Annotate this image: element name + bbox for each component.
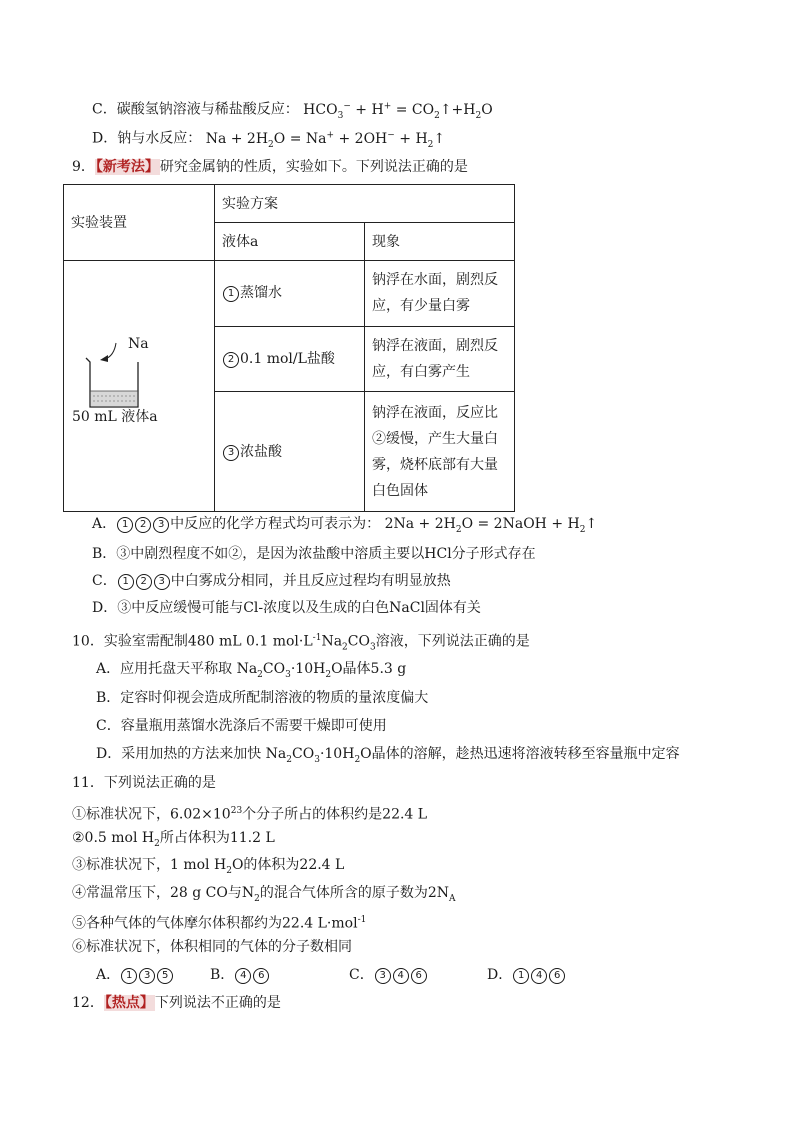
q10-stem-prefix: 10．实验室需配制480 mL 0.1 mol·L (72, 633, 313, 650)
q8-option-d (92, 125, 445, 154)
liquid-cell-1 (215, 261, 365, 327)
liquid-1: 蒸馏水 (240, 285, 282, 302)
q11-s3-a: ③标准状况下，1 mol H (72, 857, 227, 873)
beaker-icon (64, 261, 214, 511)
q11-s4-b: 的混合气体所含的原子数为2N (259, 885, 450, 901)
circled-number: 4 (235, 968, 251, 984)
q12-stem (72, 993, 281, 1013)
choice-a-label: A． (96, 967, 121, 983)
phenomenon-2-line-1: 钠浮在液面，剧烈反 (372, 337, 498, 354)
liquid-cell-3 (215, 392, 365, 512)
q11-s5-a: ⑤各种气体的气体摩尔体积都约为22.4 L·mol (72, 915, 358, 932)
q10-option-a-prefix: A．应用托盘天平称取 (96, 661, 233, 677)
circled-3: 3 (223, 445, 239, 461)
q9-option-a (92, 514, 597, 540)
q11-choice-b (210, 965, 270, 985)
q9-option-d: D．③中反应缓慢可能与Cl-浓度以及生成的白色NaCl固体有关 (92, 600, 481, 616)
q9-option-c-text: 中白雾成分相同，并且反应过程均有明显放热 (170, 573, 451, 589)
q12-tag: 【热点】 (104, 995, 154, 1011)
choice-b-label: B． (210, 967, 235, 983)
circled-1: 1 (118, 574, 134, 590)
q11-statement-6: ⑥标准状况下，体积相同的气体的分子数相同 (72, 939, 352, 955)
circled-3: 3 (153, 517, 169, 533)
phenomenon-3-line-1: 钠浮在液面，反应比 (372, 404, 498, 421)
q8-option-d-equation: $Na + 2H_2O = Na^+ + 2OH^-$ + $H_2↑$ (205, 130, 446, 150)
circled-number: 6 (549, 968, 565, 984)
circled-1: 1 (117, 517, 133, 533)
q11-choice-d (487, 965, 566, 985)
q9-stem-text: 研究金属钠的性质，实验如下。下列说法正确的是 (159, 159, 468, 175)
circled-number: 3 (139, 968, 155, 984)
q11-statement-4: ④常温常压下，28 g CO与$N_2$的混合气体所含的原子数为$2N_A$ (72, 885, 456, 904)
apparatus-cell (64, 261, 215, 512)
q11-s1-a: ①标准状况下，6.02×10 (72, 806, 231, 823)
q11-s3-b: O的体积为22.4 L (231, 857, 345, 873)
q12-number: 12． (72, 995, 104, 1011)
phenomenon-1-line-2: 应，有少量白雾 (372, 298, 470, 315)
q12-stem-text: 下列说法不正确的是 (154, 995, 281, 1011)
phenomenon-cell-1 (365, 261, 515, 327)
q9-option-c (92, 571, 451, 591)
q10-stem-suffix: 溶液，下列说法正确的是 (375, 633, 530, 650)
phenomenon-3-line-2: ②缓慢，产生大量白 (372, 430, 498, 447)
q9-option-c-prefix: C． (92, 573, 117, 589)
liquid-3: 浓盐酸 (240, 443, 282, 460)
liquid-cell-2 (215, 326, 365, 392)
q8-option-d-label: D．钠与水反应： (92, 130, 202, 147)
experiment-table (63, 184, 515, 512)
q11-choice-a (96, 965, 174, 985)
phenomenon-3-line-4: 白色固体 (372, 482, 428, 499)
circled-2: 2 (223, 352, 239, 368)
q9-stem (72, 157, 468, 177)
circled-number: 6 (411, 968, 427, 984)
circled-number: 1 (121, 968, 137, 984)
phenomenon-cell-2 (365, 326, 515, 392)
q8-option-c-label: C．碳酸氢钠溶液与稀盐酸反应： (92, 101, 299, 118)
choice-c-label: C． (349, 967, 374, 983)
q11-choice-c (349, 965, 428, 985)
apparatus-header: 实验装置 (64, 185, 215, 261)
choice-d-label: D． (487, 967, 513, 983)
q9-number: 9． (72, 159, 95, 175)
q8-option-c (92, 96, 493, 125)
q9-option-b: B．③中剧烈程度不如②，是因为浓盐酸中溶质主要以HCl分子形式存在 (92, 546, 536, 562)
phenomenon-3-line-3: 雾，烧杯底部有大量 (372, 456, 498, 473)
q9-option-a-prefix: A． (92, 516, 117, 532)
q11-s2-b: 所占体积为11.2 L (159, 830, 275, 846)
circled-number: 1 (513, 968, 529, 984)
phenomenon-2-line-2: 应，有白雾产生 (372, 363, 470, 380)
circled-1: 1 (223, 286, 239, 302)
na-label: Na (128, 336, 149, 352)
q10-option-a-suffix: 晶体5.3 g (342, 661, 407, 677)
q10-option-d-suffix: 晶体的溶解，趁热迅速将溶液转移至容量瓶中定容 (371, 746, 680, 762)
q10-option-d-prefix: D．采用加热的方法来加快 (96, 746, 262, 762)
q10-option-b: B．定容时仰视会造成所配制溶液的物质的量浓度偏大 (96, 690, 429, 706)
circled-number: 5 (157, 968, 173, 984)
circled-2: 2 (136, 574, 152, 590)
q10-option-c: C．容量瓶用蒸馏水洗涤后不需要干燥即可使用 (96, 718, 387, 734)
circled-number: 3 (375, 968, 391, 984)
circled-number: 4 (531, 968, 547, 984)
circled-2: 2 (135, 517, 151, 533)
circled-number: 4 (393, 968, 409, 984)
circled-number: 6 (253, 968, 269, 984)
q11-stem: 11．下列说法正确的是 (72, 775, 216, 791)
q9-option-a-equation: $2Na + 2H_2O$ = 2NaOH + $H_2↑$ (384, 516, 598, 535)
phenomenon-header: 现象 (365, 223, 515, 261)
q9-option-a-text: 中反应的化学方程式均可表示为： (170, 516, 381, 532)
circled-3: 3 (154, 574, 170, 590)
q11-statement-3: ③标准状况下，1 mol $H_2O$的体积为22.4 L (72, 857, 345, 876)
phenomenon-cell-3 (365, 392, 515, 512)
q9-tag: 【新考法】 (95, 159, 159, 175)
liquid-header: 液体a (215, 223, 365, 261)
q10-option-a: A．应用托盘天平称取 $Na_2CO_3\cdot 10H_2O$晶体5.3 g (96, 661, 407, 680)
q11-statement-5: ⑤各种气体的气体摩尔体积都约为22.4 L·mol$^{-1}$ (72, 915, 367, 932)
q11-statement-2: ②0.5 mol $H_2$所占体积为11.2 L (72, 830, 275, 849)
q10-stem: 10．实验室需配制480 mL 0.1 $mol\cdot L^{-1}Na_2CO_3$溶液，下列说法正确的是 (72, 633, 530, 653)
plan-header: 实验方案 (215, 185, 515, 223)
phenomenon-1-line-1: 钠浮在水面，剧烈反 (372, 272, 498, 289)
q11-s1-b: 个分子所占的体积约是22.4 L (242, 806, 428, 823)
beaker-diagram (64, 261, 214, 511)
q11-s4-a: ④常温常压下，28 g CO与N (72, 885, 255, 901)
beaker-volume-label: 50 mL 液体a (72, 409, 158, 425)
q10-option-d: D．采用加热的方法来加快 $Na_2CO_3\cdot 10H_2O$晶体的溶解，趁热迅速将溶液转移至容量瓶中定容 (96, 746, 680, 765)
liquid-2: 0.1 mol/L盐酸 (240, 350, 335, 367)
q11-s2-a: ②0.5 mol H (72, 830, 155, 846)
q11-statement-1: ①标准状况下，$6.02\times 10^{23}$个分子所占的体积约是22.4 L (72, 806, 428, 823)
q8-option-c-equation: $HCO_3^- + H^+$ = $CO_2↑+H_2O$ (303, 101, 493, 121)
